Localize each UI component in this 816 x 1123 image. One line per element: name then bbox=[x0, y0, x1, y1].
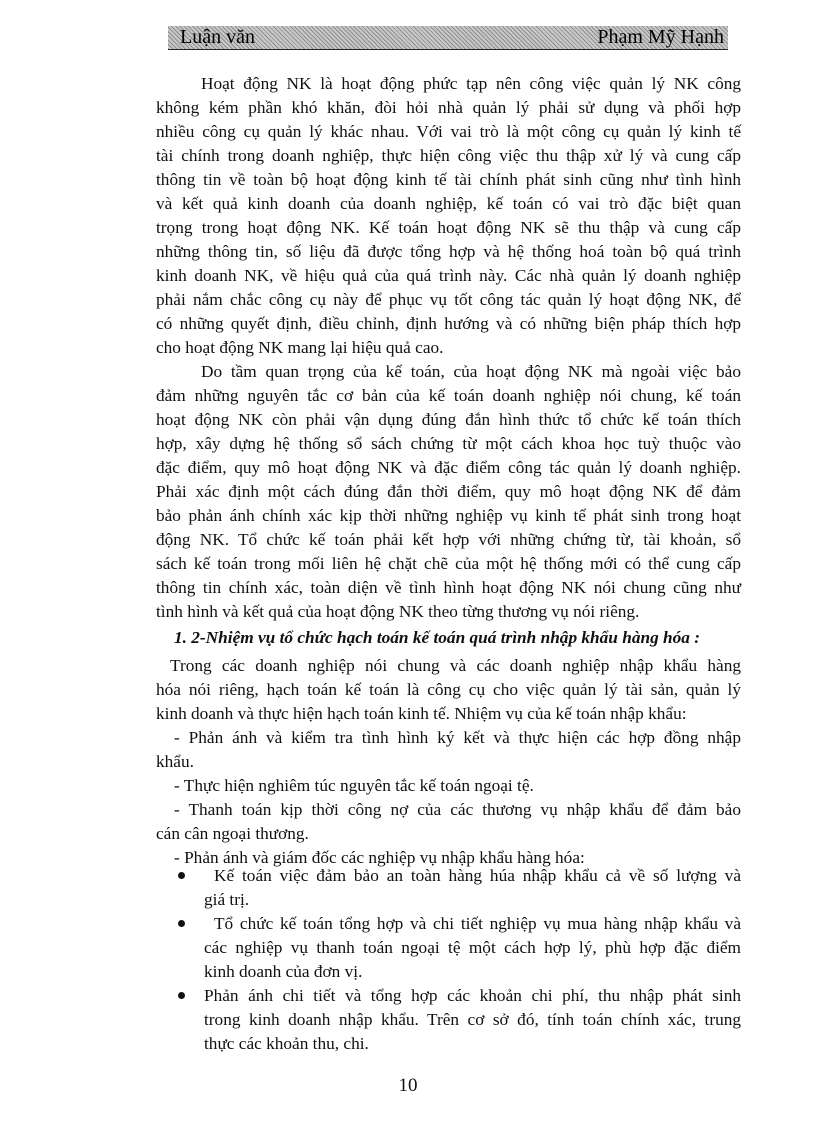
text-line: có những quyết định, điều chỉnh, định hướng và có những biện pháp thích hợp bbox=[156, 314, 741, 333]
text-line: hợp, xây dựng hệ thống sổ sách chứng từ một cách khoa học tuỳ thuộc vào bbox=[156, 434, 741, 453]
text-line: - Phản ánh và giám đốc các nghiệp vụ nhập khẩu hàng hóa: bbox=[174, 848, 585, 867]
text-line: tình hình và kết quả của hoạt động NK theo từng thương vụ nói riêng. bbox=[156, 602, 640, 621]
text-line: Tổ chức kế toán tổng hợp và chi tiết nghiệp vụ mua hàng nhập khẩu và bbox=[214, 914, 741, 933]
text-line: những thông tin, số liệu đã được tổng hợp và hệ thống hoá toàn bộ quá trình bbox=[156, 242, 741, 261]
text-line: phải nắm chắc công cụ này để phục vụ tốt công tác quản lý hoạt động NK, để bbox=[156, 290, 741, 309]
text-line: nhiều công cụ quản lý khác nhau. Với vai trò là một công cụ quản lý kinh tế bbox=[156, 122, 741, 141]
text-line: kinh doanh và thực hiện hạch toán kinh tế. Nhiệm vụ của kế toán nhập khẩu: bbox=[156, 704, 687, 723]
text-line: các nghiệp vụ thanh toán ngoại tệ một cách hợp lý, phù hợp đặc điểm bbox=[204, 938, 741, 957]
text-line: đặc điểm, quy mô hoạt động NK và đặc điểm công tác quản lý doanh nghiệp. bbox=[156, 458, 741, 477]
text-line: - Thanh toán kịp thời công nợ của các thương vụ nhập khẩu để đảm bảo bbox=[174, 800, 741, 819]
text-line: động NK. Tổ chức kế toán phải kết hợp với những chứng từ, tài khoản, sổ bbox=[156, 530, 741, 549]
header-document-type: Luận văn bbox=[180, 26, 255, 48]
text-line: Kế toán việc đảm bảo an toàn hàng húa nhập khẩu cả về số lượng và bbox=[214, 866, 741, 885]
bullet-icon bbox=[178, 992, 185, 999]
text-line: Hoạt động NK là hoạt động phức tạp nên công việc quản lý NK công bbox=[201, 74, 741, 93]
text-line: hoạt động NK còn phải vận dụng đúng đắn hình thức tổ chức kế toán thích bbox=[156, 410, 741, 429]
text-line: sách kế toán trong mối liên hệ chặt chẽ của một hệ thống mới có thể cung cấp bbox=[156, 554, 741, 573]
text-line: tài chính trong doanh nghiệp, thực hiện công việc thu thập xử lý và cung cấp bbox=[156, 146, 741, 165]
text-line: thông tin chính xác, toàn diện về tình hình hoạt động NK nói chung cũng như bbox=[156, 578, 741, 597]
text-line: đảm những nguyên tắc cơ bản của kế toán doanh nghiệp nói chung, kế toán bbox=[156, 386, 741, 405]
text-line: Phản ánh chi tiết và tổng hợp các khoản chi phí, thu nhập phát sinh bbox=[204, 986, 741, 1005]
text-line: trọng trong hoạt động NK. Kế toán hoạt động NK sẽ thu thập và cung cấp bbox=[156, 218, 741, 237]
text-line: Phải xác định một cách đúng đắn thời điểm, quy mô hoạt động NK để đảm bbox=[156, 482, 741, 501]
bullet-icon bbox=[178, 872, 185, 879]
text-line: bảo phản ánh chính xác kịp thời những nghiệp vụ kinh tế phát sinh trong hoạt bbox=[156, 506, 741, 525]
page-number: 10 bbox=[398, 1075, 418, 1096]
text-line: khẩu. bbox=[156, 752, 194, 771]
text-line: thực các khoản thu, chi. bbox=[204, 1034, 369, 1053]
bullet-icon bbox=[178, 920, 185, 927]
section-heading: 1. 2-Nhiệm vụ tổ chức hạch toán kế toán quá trình nhập khẩu hàng hóa : bbox=[174, 628, 701, 647]
text-line: Do tầm quan trọng của kế toán, của hoạt động NK mà ngoài việc bảo bbox=[201, 362, 741, 381]
text-line: và kết quả kinh doanh của doanh nghiệp, kế toán có vai trò đặc biệt quan bbox=[156, 194, 741, 213]
text-line: - Phản ánh và kiểm tra tình hình ký kết và thực hiện các hợp đồng nhập bbox=[174, 728, 741, 747]
text-line: không kém phần khó khăn, đòi hỏi nhà quản lý phải sử dụng và phối hợp bbox=[156, 98, 741, 117]
header-author: Phạm Mỹ Hạnh bbox=[597, 26, 724, 48]
text-line: - Thực hiện nghiêm túc nguyên tắc kế toán ngoại tệ. bbox=[174, 776, 534, 795]
text-line: cho hoạt động NK mang lại hiệu quả cao. bbox=[156, 338, 444, 357]
text-line: kinh doanh của đơn vị. bbox=[204, 962, 363, 981]
text-line: Trong các doanh nghiệp nói chung và các doanh nghiệp nhập khẩu hàng bbox=[170, 656, 741, 675]
text-line: thông tin về toàn bộ hoạt động kinh tế tài chính phát sinh cũng như tình hình bbox=[156, 170, 741, 189]
running-header bbox=[168, 26, 728, 50]
text-line: giá trị. bbox=[204, 890, 250, 909]
text-line: hóa nói riêng, hạch toán kế toán là công cụ cho việc quản lý tài sản, quản lý bbox=[156, 680, 741, 699]
text-line: cán cân ngoại thương. bbox=[156, 824, 309, 843]
text-line: kinh doanh NK, về hiệu quả của quá trình này. Các nhà quản lý doanh nghiệp bbox=[156, 266, 741, 285]
text-line: trong kinh doanh nhập khẩu. Trên cơ sở đó, tính toán chính xác, trung bbox=[204, 1010, 741, 1029]
